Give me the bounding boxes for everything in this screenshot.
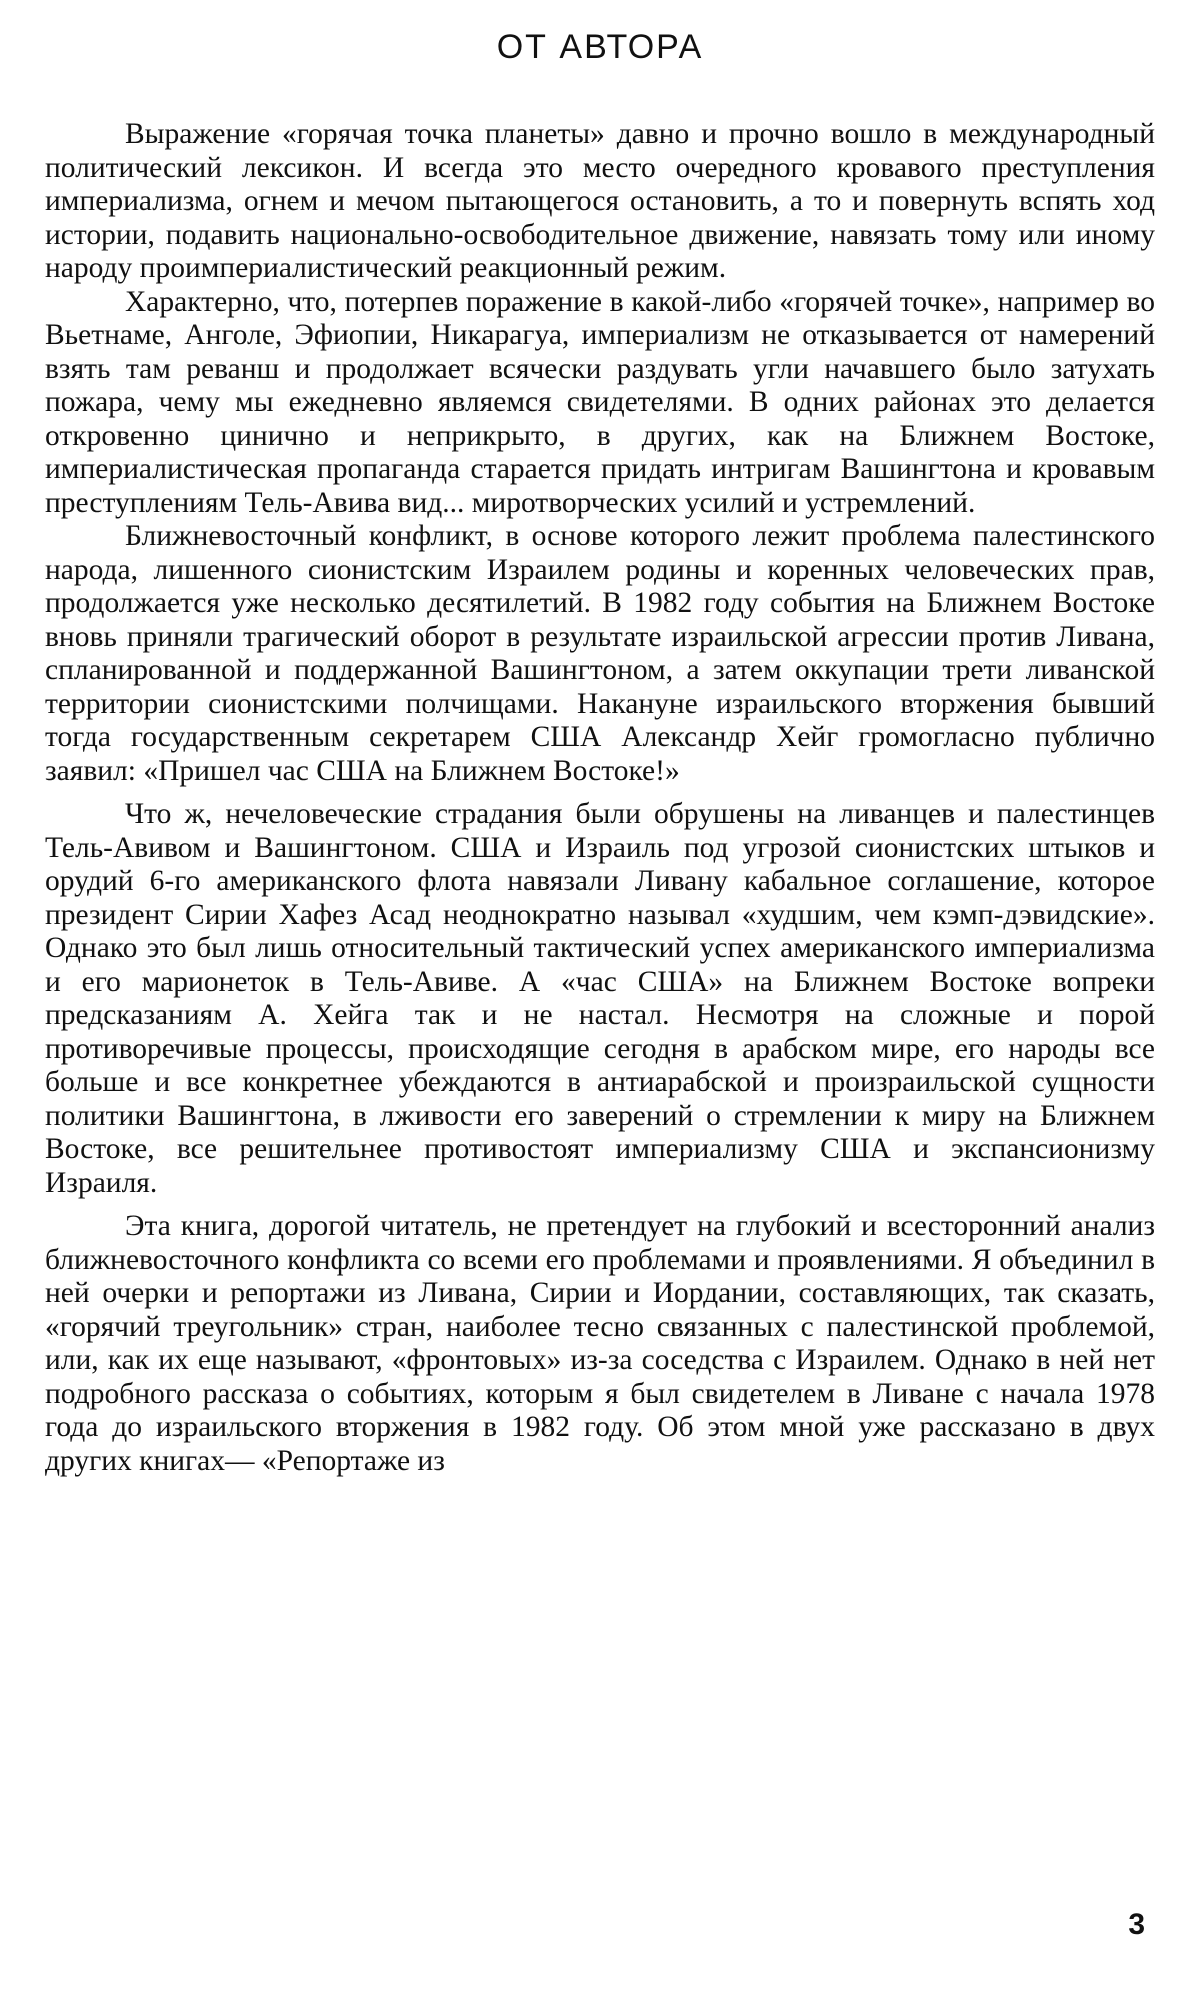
paragraph: Ближневосточный конфликт, в основе которого лежит проблема палестинского народа, лишенного сионистским Израилем родины и коренных человеческих прав, продолжается уже несколько десятилетий. В 1982 году события на Ближнем Востоке вновь приняли трагический оборот в результате израильской агрессии против Ливана, спланированной и поддержанной Вашингтоном, а затем оккупации трети ливанской территории сионистскими полчищами. Накануне израильского вторжения бывший тогда государственным секретарем США Александр Хейг громогласно публично заявил: «Пришел час США на Ближнем Востоке!» bbox=[45, 520, 1155, 787]
book-page bbox=[45, 0, 1155, 1990]
body-text bbox=[45, 118, 1155, 1478]
paragraph: Выражение «горячая точка планеты» давно и прочно вошло в международный политический лексикон. И всегда это место очередного кровавого преступления империализма, огнем и мечом пытающегося остановить, а то и повернуть вспять ход истории, подавить национально-освободительное движение, навязать тому или иному народу проимпериалистический реакционный режим. bbox=[45, 118, 1155, 284]
paragraph: Характерно, что, потерпев поражение в какой-либо «горячей точке», например во Вьетнаме, Анголе, Эфиопии, Никарагуа, империализм не отказывается от намерений взять там реванш и продолжает всячески раздувать угли начавшего было затухать пожара, чему мы ежедневно являемся свидетелями. В одних районах это делается откровенно цинично и неприкрыто, в других, как на Ближнем Востоке, империалистическая пропаганда старается придать интригам Вашингтона и кровавым преступлениям Тель-Авива вид... миротворческих усилий и устремлений. bbox=[45, 285, 1155, 519]
paragraph: Эта книга, дорогой читатель, не претендует на глубокий и всесторонний анализ ближневосточного конфликта со всеми его проблемами и проявлениями. Я объединил в ней очерки и репортажи из Ливана, Сирии и Иордании, составляющих, так сказать, «горячий треугольник» стран, наиболее тесно связанных с палестинской проблемой, или, как их еще называют, «фронтовых» из-за соседства с Израилем. Однако в ней нет подробного рассказа о событиях, которым я был свидетелем в Ливане с начала 1978 года до израильского вторжения в 1982 году. Об этом мной уже рассказано в двух других книгах— «Репортаже из bbox=[45, 1210, 1155, 1477]
page-number: 3 bbox=[1128, 1908, 1145, 1941]
chapter-title: ОТ АВТОРА bbox=[496, 28, 704, 66]
paragraph: Что ж, нечеловеческие страдания были обрушены на ливанцев и палестинцев Тель-Авивом и Вашингтоном. США и Израиль под угрозой сионистских штыков и орудий 6-го американского флота навязали Ливану кабальное соглашение, которое президент Сирии Хафез Асад неоднократно называл «худшим, чем кэмп-дэвидские». Однако это был лишь относительный тактический успех американского империализма и его марионеток в Тель-Авиве. А «час США» на Ближнем Востоке вопреки предсказаниям А. Хейга так и не настал. Несмотря на сложные и порой противоречивые процессы, происходящие сегодня в арабском мире, его народы все больше и все конкретнее убеждаются в антиарабской и произраильской сущности политики Вашингтона, в лживости его заверений о стремлении к миру на Ближнем Востоке, все решительнее противостоят империализму США и экспансионизму Израиля. bbox=[45, 798, 1155, 1199]
